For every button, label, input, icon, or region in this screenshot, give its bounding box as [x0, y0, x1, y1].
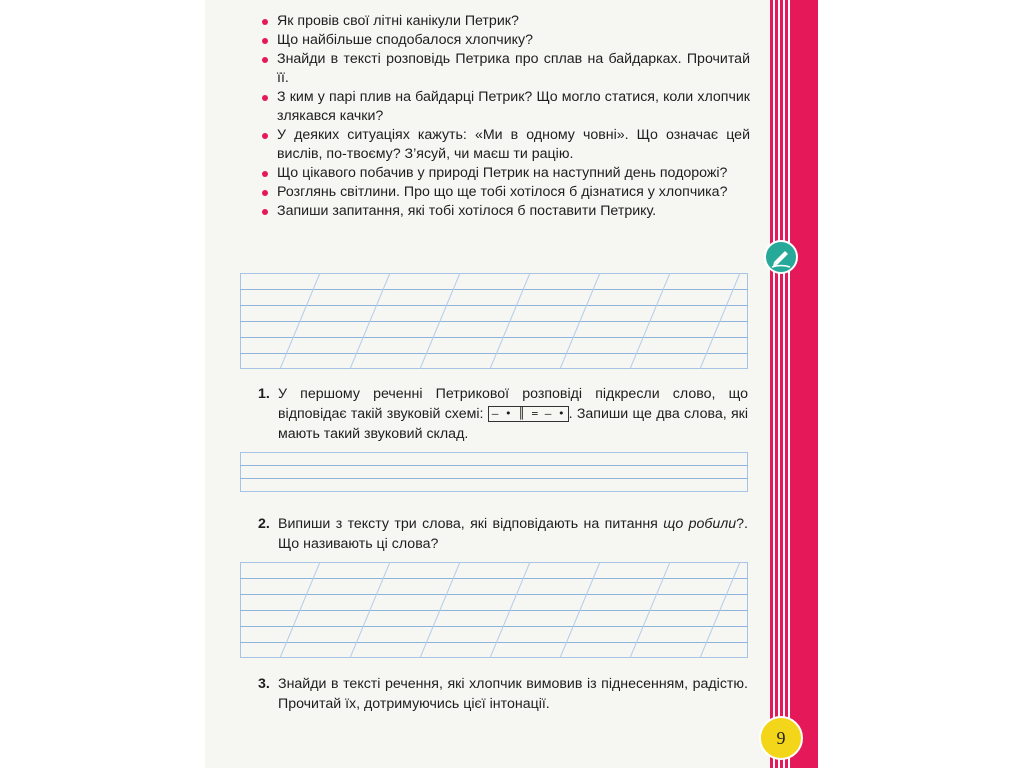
- page-number-badge: 9: [759, 716, 803, 760]
- writing-lines-2[interactable]: [240, 452, 748, 492]
- task-number: 2.: [258, 516, 270, 532]
- sound-scheme: — • ║ = — •: [488, 406, 569, 422]
- task-number: 1.: [258, 386, 270, 402]
- task-text: У першому реченні Петрикової розповіді підкресли слово, що відповідає такій звуковій схемі:: [278, 386, 748, 422]
- question-item: Що цікавого побачив у природі Петрик на наступний день подорожі?: [260, 164, 750, 183]
- question-item: Запиши запитання, які тобі хотілося б поставити Петрику.: [260, 202, 750, 221]
- question-list: [260, 12, 750, 221]
- task-text: Знайди в тексті речення, які хлопчик вимовив із піднесенням, радістю. Прочитай їх, дотримуючись цієї інтонації.: [278, 676, 748, 712]
- writing-lines-3[interactable]: [240, 562, 748, 658]
- pencil-icon: [764, 240, 798, 274]
- question-phrase: що робили: [663, 516, 737, 532]
- task-3: [258, 674, 748, 714]
- question-item: Як провів свої літні канікули Петрик?: [260, 12, 750, 31]
- task-1: [258, 384, 748, 444]
- task-number: 3.: [258, 676, 270, 692]
- question-item: Розглянь світлини. Про що ще тобі хотілося б дізнатися у хлопчика?: [260, 183, 750, 202]
- question-item: У деяких ситуаціях кажуть: «Ми в одному човні». Що означає цей вислів, по-твоєму? З’ясуй, чи маєш ти рацію.: [260, 126, 750, 164]
- writing-lines-1[interactable]: [240, 273, 748, 369]
- task-text: ?. Що називають ці слова?: [278, 516, 748, 552]
- task-text: Випиши з тексту три слова, які відповідають на питання: [278, 516, 658, 532]
- page-edge-stripes: [770, 0, 818, 768]
- question-item: Що найбільше сподобалося хлопчику?: [260, 31, 750, 50]
- question-item: З ким у парі плив на байдарці Петрик? Що могло статися, коли хлопчик злякався качки?: [260, 88, 750, 126]
- task-text: . Запиши ще два слова, які мають такий звуковий склад.: [278, 406, 748, 442]
- question-item: Знайди в тексті розповідь Петрика про сплав на байдарках. Прочитай її.: [260, 50, 750, 88]
- task-2: [258, 514, 748, 554]
